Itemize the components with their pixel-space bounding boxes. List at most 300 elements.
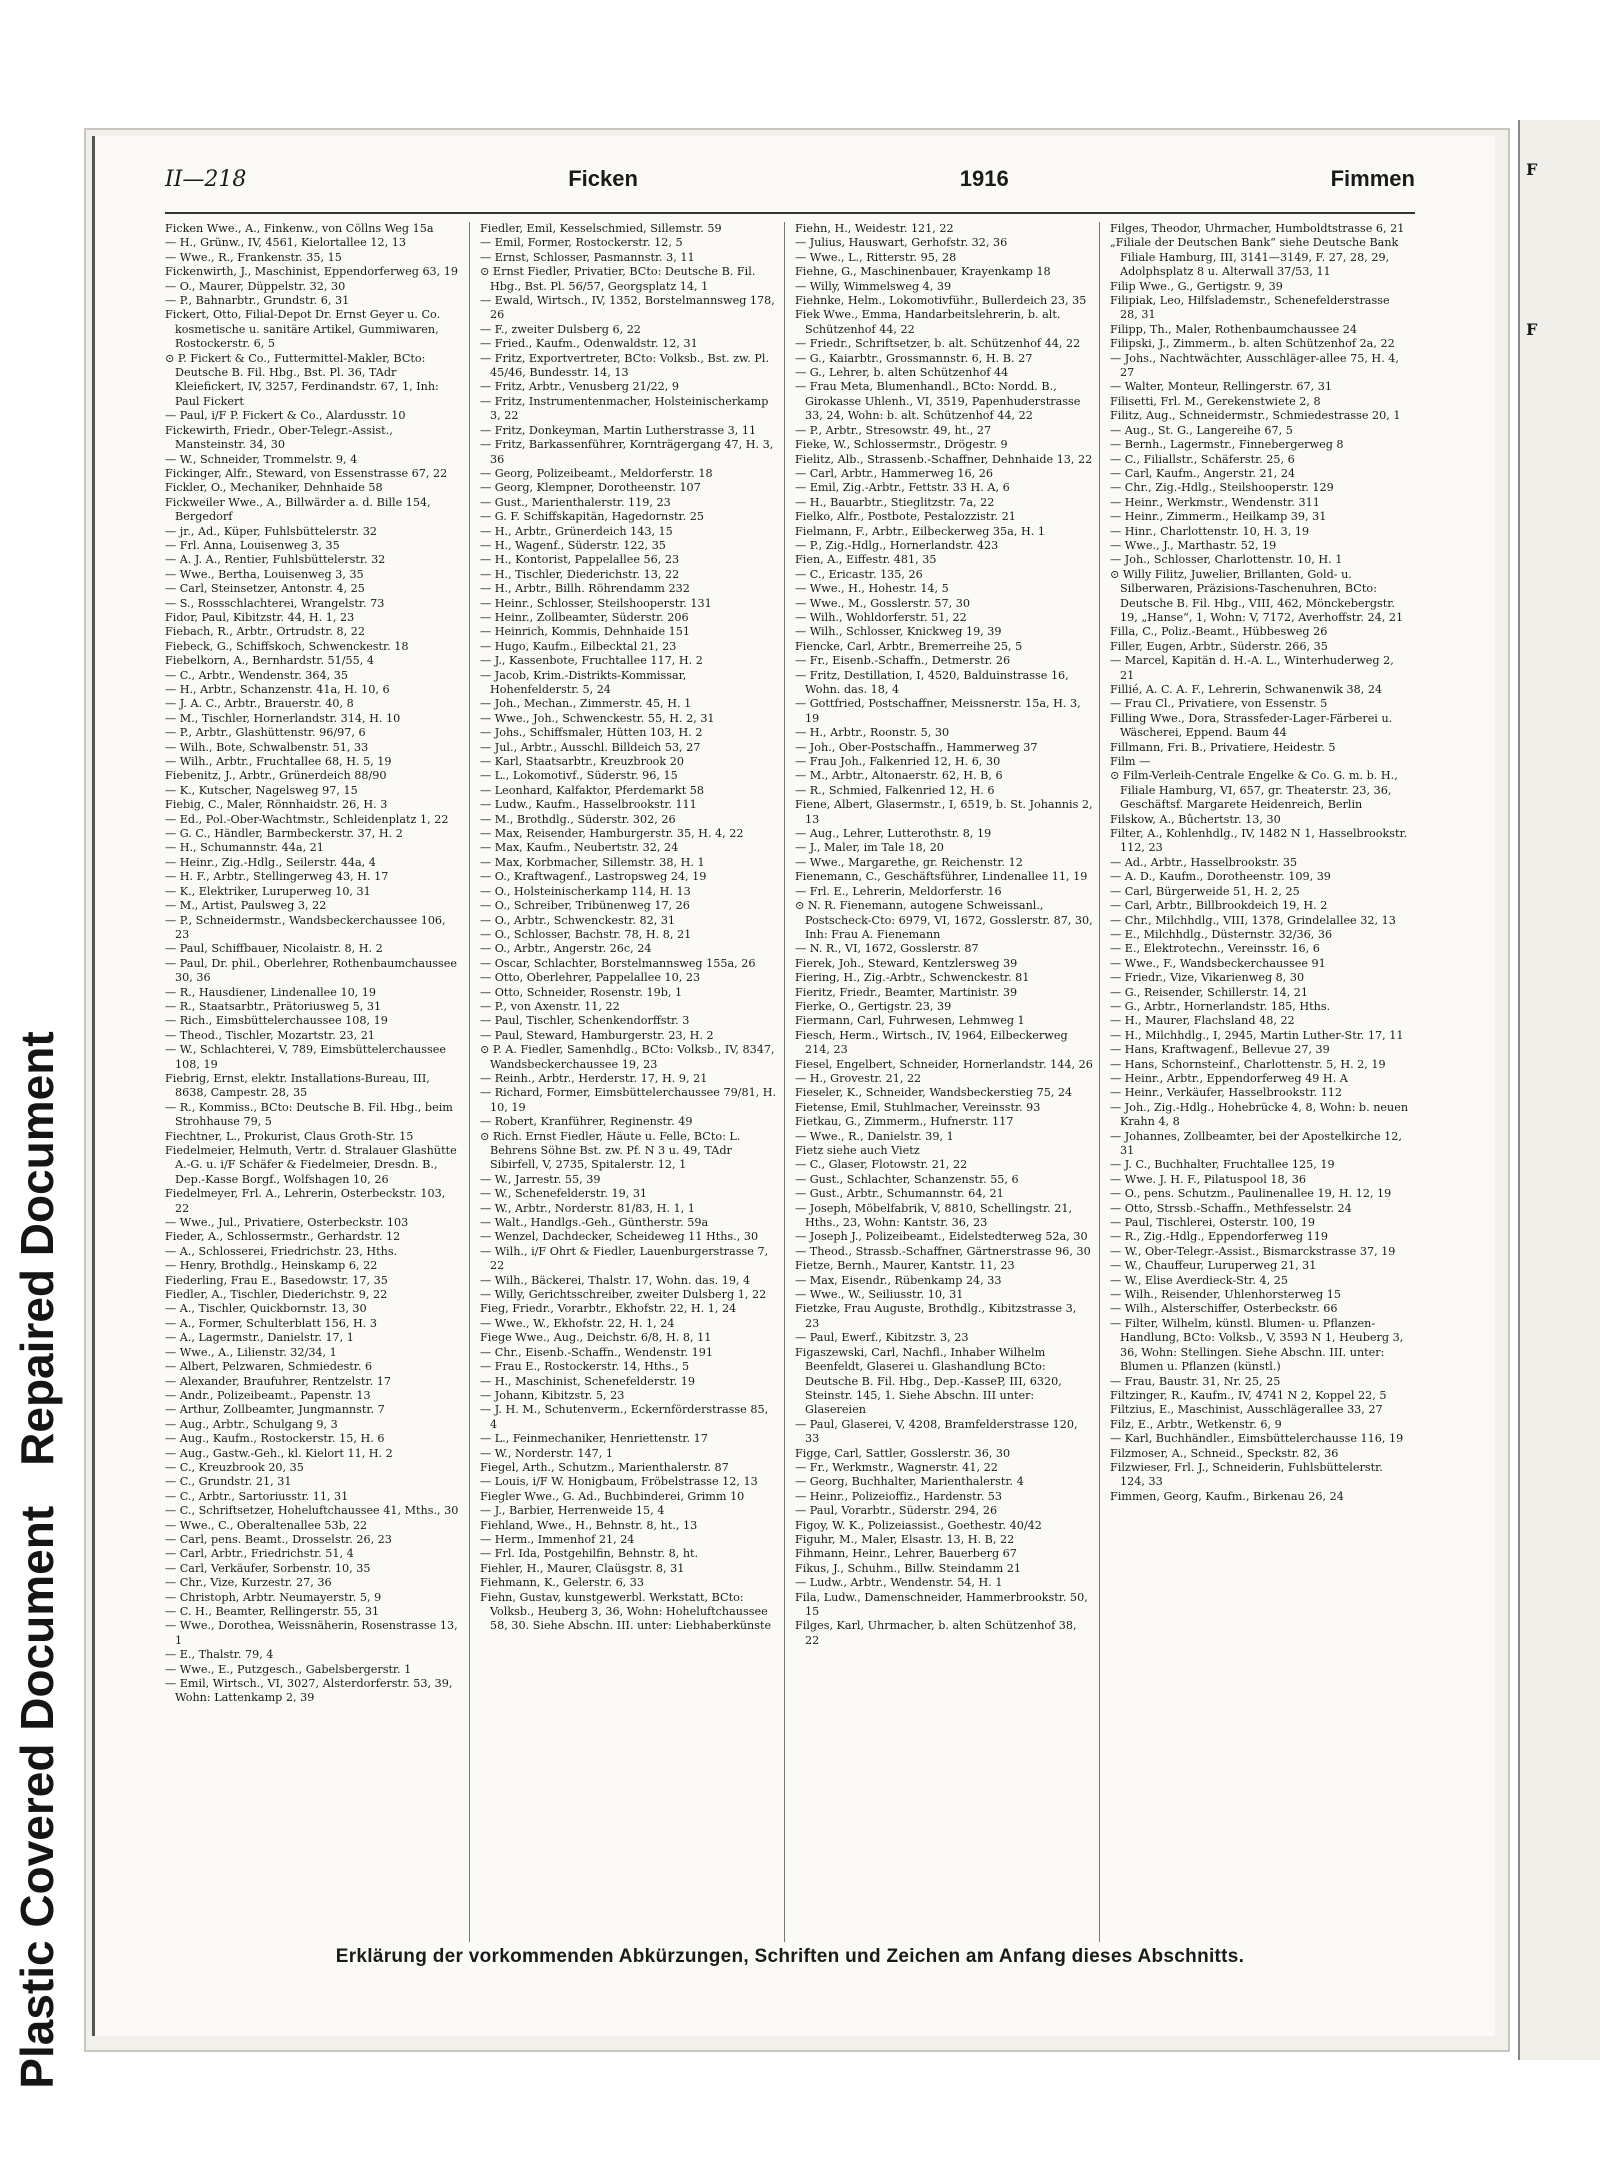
directory-entry: Filitz, Aug., Schneidermstr., Schmiedestrasse 20, 1 xyxy=(1110,409,1401,423)
directory-entry: — O., pens. Schutzm., Paulinenallee 19, H. 12, 19 xyxy=(1110,1187,1392,1201)
directory-entry: — Fritz, Exportvertreter, BCto: Volksb., Bst. zw. Pl. 45/46, Bundesstr. 14, 13 xyxy=(480,351,769,380)
directory-entry: — C., Schriftsetzer, Hoheluftchaussee 41, Mths., 30 xyxy=(165,1504,459,1518)
directory-entry: — Wilh., Arbtr., Fruchtallee 68, H. 5, 19 xyxy=(165,755,392,769)
column-3 xyxy=(795,222,1100,1942)
directory-entry: — Wwe., R., Frankenstr. 35, 15 xyxy=(165,250,342,264)
column-1 xyxy=(165,222,470,1942)
header-year: 1916 xyxy=(959,166,1009,191)
directory-entry: — C., Filiallstr., Schäferstr. 25, 6 xyxy=(1110,452,1295,466)
directory-entry: — G., Arbtr., Hornerlandstr. 185, Hths. xyxy=(1110,999,1331,1013)
directory-entry: Fiesch, Herm., Wirtsch., IV, 1964, Eilbeckerweg 214, 23 xyxy=(795,1028,1068,1057)
directory-entry: — Frl. E., Lehrerin, Meldorferstr. 16 xyxy=(795,884,1002,898)
directory-entry: Fien, A., Eiffestr. 481, 35 xyxy=(795,553,937,567)
directory-entry: — Johs., Schiffsmaler, Hütten 103, H. 2 xyxy=(480,726,703,740)
directory-entry: — Albert, Pelzwaren, Schmiedestr. 6 xyxy=(165,1360,373,1374)
directory-entry: — Jacob, Krim.-Distrikts-Kommissar, Hohenfelderstr. 5, 24 xyxy=(480,668,687,696)
directory-entry: ⊙ P. Fickert & Co., Futtermittel-Makler, BCto: Deutsche B. Fil. Hbg., Bst. Pl. 36, TAdr Kleiefickert, IV, 3257, Ferdinandstr. 67, 1, Inh: Paul Fickert xyxy=(165,351,439,408)
directory-entry: — J. H. M., Schutenverm., Eckernförderstrasse 85, 4 xyxy=(480,1403,769,1431)
directory-entry: — H., Maschinist, Schenefelderstr. 19 xyxy=(480,1374,695,1388)
directory-entry: — Heinr., Zollbeamter, Süderstr. 206 xyxy=(480,610,689,624)
directory-entry: Fieke, W., Schlossermstr., Drögestr. 9 xyxy=(795,438,1008,452)
directory-entry: — Max, Kaufm., Neubertstr. 32, 24 xyxy=(480,841,679,855)
side-label-right: Repaired Document xyxy=(11,1031,63,1466)
directory-entry: — A., Schlosserei, Friedrichstr. 23, Hths. xyxy=(165,1244,398,1258)
directory-entry: Filges, Karl, Uhrmacher, b. alten Schützenhof 38, 22 xyxy=(795,1619,1077,1647)
directory-entry: Fickweiler Wwe., A., Billwärder a. d. Bille 154, Bergedorf xyxy=(165,495,431,524)
edge-letter: F xyxy=(1526,320,1538,339)
directory-entry: — Hans, Schornsteinf., Charlottenstr. 5, H. 2, 19 xyxy=(1110,1057,1386,1071)
directory-entry: Fieritz, Friedr., Beamter, Martinistr. 39 xyxy=(795,985,1018,999)
directory-entry: — Oscar, Schlachter, Borstelmannsweg 155a, 26 xyxy=(480,956,756,970)
directory-entry: — Wwe., Margarethe, gr. Reichenstr. 12 xyxy=(795,855,1023,869)
directory-entry: — K., Kutscher, Nagelsweg 97, 15 xyxy=(165,783,358,797)
directory-entry: — Wwe., L., Ritterstr. 95, 28 xyxy=(795,250,957,264)
directory-entry: — Heinr., Arbtr., Eppendorferweg 49 H. A xyxy=(1110,1071,1348,1085)
directory-entry: — Emil, Former, Rostockerstr. 12, 5 xyxy=(480,236,683,250)
directory-entry: — Paul, Glaserei, V, 4208, Bramfelderstrasse 120, 33 xyxy=(795,1417,1078,1446)
directory-entry: — Georg, Polizeibeamt., Meldorferstr. 18 xyxy=(480,466,713,480)
directory-entry: — Fritz, Donkeyman, Martin Lutherstrasse 3, 11 xyxy=(480,423,757,437)
directory-entry: — H., Arbtr., Schanzenstr. 41a, H. 10, 6 xyxy=(165,683,390,696)
directory-entry: Fiehne, G., Maschinenbauer, Krayenkamp 18 xyxy=(795,265,1051,279)
directory-entry: — Carl, Arbtr., Friedrichstr. 51, 4 xyxy=(165,1547,354,1561)
directory-entry: — C., Glaser, Flotowstr. 21, 22 xyxy=(795,1158,968,1172)
directory-entry: — Ludw., Arbtr., Wendenstr. 54, H. 1 xyxy=(795,1576,1003,1590)
directory-entry: Fickewirth, Friedr., Ober-Telegr.-Assist., Mansteinstr. 34, 30 xyxy=(165,423,393,452)
directory-entry: — Joh., Mechan., Zimmerstr. 45, H. 1 xyxy=(480,697,692,711)
directory-entry: — P., Arbtr., Stresowstr. 49, ht., 27 xyxy=(795,423,992,437)
directory-entry: — Joh., Ober-Postschaffn., Hammerweg 37 xyxy=(795,740,1038,754)
directory-entry: — Louis, i/F W. Honigbaum, Fröbelstrasse 12, 13 xyxy=(480,1475,758,1489)
directory-entry: — Wwe., C., Oberaltenallee 53b, 22 xyxy=(165,1518,368,1532)
directory-entry: — Heinr., Werkmstr., Wendenstr. 311 xyxy=(1110,495,1320,509)
directory-entry: — Paul, Vorarbtr., Süderstr. 294, 26 xyxy=(795,1504,998,1518)
directory-entry: Fiebach, R., Arbtr., Ortrudstr. 8, 22 xyxy=(165,625,366,639)
directory-entry: — Robert, Kranführer, Reginenstr. 49 xyxy=(480,1115,693,1129)
directory-entry: — Wwe., H., Hohestr. 14, 5 xyxy=(795,582,949,596)
directory-entry: Fiege Wwe., Aug., Deichstr. 6/8, H. 8, 11 xyxy=(480,1331,712,1345)
directory-entry: — C. H., Beamter, Rellingerstr. 55, 31 xyxy=(165,1605,380,1618)
directory-entry: — Chr., Milchhdlg., VIII, 1378, Grindelallee 32, 13 xyxy=(1110,913,1396,927)
directory-entry: Fickert, Otto, Filial-Depot Dr. Ernst Geyer u. Co. kosmetische u. sanitäre Artikel, Gummiwaren, Rostockerstr. 6, 5 xyxy=(165,308,441,351)
directory-entry: — Wwe., W., Ekhofstr. 22, H. 1, 24 xyxy=(480,1316,675,1330)
directory-entry: Filter, A., Kohlenhdlg., IV, 1482 N 1, Hasselbrookstr. 112, 23 xyxy=(1110,827,1408,855)
directory-entry: — H., Schumannstr. 44a, 21 xyxy=(165,841,324,855)
directory-entry: — Heinr., Zimmerm., Heilkamp 39, 31 xyxy=(1110,510,1327,524)
directory-entry: — S., Rossschlachterei, Wrangelstr. 73 xyxy=(165,596,385,610)
directory-entry: Fielmann, F., Arbtr., Eilbeckerweg 35a, H. 1 xyxy=(795,524,1045,538)
directory-entry: ⊙ Rich. Ernst Fiedler, Häute u. Felle, BCto: L. Behrens Söhne Bst. zw. Pf. N 3 u. 49, TAdr Sibirfell, V, 2735, Spitalerstr. 12, 1 xyxy=(480,1129,741,1172)
directory-entry: — Johannes, Zollbeamter, bei der Apostelkirche 12, 31 xyxy=(1110,1129,1402,1157)
directory-entry: Filip Wwe., G., Gertigstr. 9, 39 xyxy=(1110,279,1283,293)
directory-entry: — Christoph, Arbtr. Neumayerstr. 5, 9 xyxy=(165,1590,382,1604)
directory-entry: — W., Chauffeur, Luruperweg 21, 31 xyxy=(1110,1259,1317,1273)
directory-entry: — Friedr., Vize, Vikarienweg 8, 30 xyxy=(1110,971,1305,985)
directory-entry: Fiesel, Engelbert, Schneider, Hornerlandstr. 144, 26 xyxy=(795,1057,1093,1071)
directory-entry: ⊙ P. A. Fiedler, Samenhdlg., BCto: Volksb., IV, 8347, Wandsbeckerchaussee 19, 23 xyxy=(480,1043,775,1071)
directory-entry: Fila, Ludw., Damenschneider, Hammerbrookstr. 50, 15 xyxy=(795,1590,1088,1618)
directory-entry: — Henry, Brothdlg., Heinskamp 6, 22 xyxy=(165,1259,378,1273)
directory-entry: Fietkau, G., Zimmerm., Hufnerstr. 117 xyxy=(795,1115,1014,1129)
directory-entry: — Richard, Former, Eimsbüttelerchaussee 79/81, H. 10, 19 xyxy=(480,1086,777,1114)
directory-entry: — Hinr., Charlottenstr. 10, H. 3, 19 xyxy=(1110,524,1310,538)
directory-entry: Fiek Wwe., Emma, Handarbeitslehrerin, b. alt. Schützenhof 44, 22 xyxy=(795,308,1061,336)
directory-entry: Filskow, A., Bûchertstr. 13, 30 xyxy=(1110,812,1281,826)
directory-entry: — Wwe. J. H. F., Pilatuspool 18, 36 xyxy=(1110,1172,1306,1186)
directory-entry: — Fritz, Destillation, I, 4520, Balduinstrasse 16, Wohn. das. 18, 4 xyxy=(795,668,1069,696)
directory-entry: Fiermann, Carl, Fuhrwesen, Lehmweg 1 xyxy=(795,1014,1025,1028)
directory-entry: — P., Schneidermstr., Wandsbeckerchaussee 106, 23 xyxy=(165,913,446,941)
directory-entry: Fidor, Paul, Kibitzstr. 44, H. 1, 23 xyxy=(165,610,355,624)
directory-entry: — Wwe., M., Gosslerstr. 57, 30 xyxy=(795,596,970,610)
directory-entry: — R., Schmied, Falkenried 12, H. 6 xyxy=(795,783,995,797)
directory-entry: Ficken Wwe., A., Finkenw., von Cöllns Weg 15a xyxy=(165,222,434,235)
directory-entry: — Frau, Baustr. 31, Nr. 25, 25 xyxy=(1110,1374,1281,1388)
directory-entry: — G., Kaiarbtr., Grossmannstr. 6, H. B. 27 xyxy=(795,351,1033,365)
directory-entry: Fiehn, H., Weidestr. 121, 22 xyxy=(795,222,954,235)
directory-entry: — Wilh., Alsterschiffer, Osterbeckstr. 66 xyxy=(1110,1302,1338,1316)
directory-entry: — Gust., Schlachter, Schanzenstr. 55, 6 xyxy=(795,1172,1019,1186)
directory-entry: — Wwe., Bertha, Louisenweg 3, 35 xyxy=(165,567,364,581)
directory-entry: — J., Barbier, Herrenweide 15, 4 xyxy=(480,1504,665,1518)
directory-entry: Fielitz, Alb., Strassenb.-Schaffner, Dehnhaide 13, 22 xyxy=(795,452,1093,466)
directory-entry: — Wilh., Schlosser, Knickweg 19, 39 xyxy=(795,625,1002,639)
directory-entry: — Friedr., Schriftsetzer, b. alt. Schützenhof 44, 22 xyxy=(795,337,1081,351)
directory-entry: — W., Elise Averdieck-Str. 4, 25 xyxy=(1110,1273,1288,1287)
header-rule xyxy=(165,212,1415,214)
directory-entry: Filges, Theodor, Uhrmacher, Humboldtstrasse 6, 21 xyxy=(1110,222,1405,235)
directory-entry: Fiedler, A., Tischler, Diederichstr. 9, 22 xyxy=(165,1288,388,1302)
directory-entry: — G. C., Händler, Barmbeckerstr. 37, H. 2 xyxy=(165,827,403,841)
directory-entry: — Carl, Verkäufer, Sorbenstr. 10, 35 xyxy=(165,1561,371,1575)
directory-entry: — K., Elektriker, Luruperweg 10, 31 xyxy=(165,884,371,898)
directory-entry: — Reinh., Arbtr., Herderstr. 17, H. 9, 21 xyxy=(480,1071,708,1085)
directory-entry: — H., Arbtr., Grünerdeich 143, 15 xyxy=(480,524,673,538)
directory-entry: — Aug., St. G., Langereihe 67, 5 xyxy=(1110,423,1293,437)
directory-entry: — E., Elektrotechn., Vereinsstr. 16, 6 xyxy=(1110,942,1320,956)
directory-entry: — O., Schreiber, Tribünenweg 17, 26 xyxy=(480,899,690,913)
directory-entry: Fickenwirth, J., Maschinist, Eppendorferweg 63, 19 xyxy=(165,265,459,279)
directory-entry: ⊙ Willy Filitz, Juwelier, Brillanten, Gold- u. Silberwaren, Präzisions-Taschenuhren, BCto: Deutsche B. Fil. Hbg., VIII, 462, Mönckebergstr. 19, „Hanse“, 1, Wohn: V, 7172, Averhoffstr. 24, 21 xyxy=(1110,567,1404,624)
directory-entry: — P., Zig.-Hdlg., Hornerlandstr. 423 xyxy=(795,538,999,552)
directory-entry: — R., Kommiss., BCto: Deutsche B. Fil. Hbg., beim Strohhause 79, 5 xyxy=(165,1100,453,1129)
directory-entry: — Joseph J., Polizeibeamt., Eidelstedterweg 52a, 30 xyxy=(795,1230,1088,1244)
directory-entry: — M., Tischler, Hornerlandstr. 314, H. 10 xyxy=(165,711,401,725)
directory-entry: — Heinrich, Kommis, Dehnhaide 151 xyxy=(480,625,691,639)
abbreviation-footer: Erklärung der vorkommenden Abkürzungen, Schriften und Zeichen am Anfang dieses Abschnitts. xyxy=(335,1946,1245,1967)
directory-entry: Filisetti, Frl. M., Gerekenstwiete 2, 8 xyxy=(1110,394,1321,408)
directory-entry: — Marcel, Kapitän d. H.-A. L., Winterhuderweg 2, 21 xyxy=(1110,654,1394,682)
directory-entry: — A. J. A., Rentier, Fuhlsbüttelerstr. 32 xyxy=(165,553,386,567)
directory-entry: — R., Zig.-Hdlg., Eppendorferweg 119 xyxy=(1110,1230,1328,1244)
directory-entry: — Leonhard, Kalfaktor, Pferdemarkt 58 xyxy=(480,783,704,797)
directory-entry: — Chr., Eisenb.-Schaffn., Wendenstr. 191 xyxy=(480,1345,713,1359)
directory-entry: — C., Arbtr., Wendenstr. 364, 35 xyxy=(165,668,349,682)
directory-entry: — H., Bauarbtr., Stieglitzstr. 7a, 22 xyxy=(795,495,995,509)
directory-entry: — Theod., Tischler, Mozartstr. 23, 21 xyxy=(165,1028,375,1042)
directory-entry: Fickler, O., Mechaniker, Dehnhaide 58 xyxy=(165,481,383,495)
directory-entry: — Wenzel, Dachdecker, Scheideweg 11 Hths., 30 xyxy=(480,1230,759,1244)
directory-entry: — Paul, Steward, Hamburgerstr. 23, H. 2 xyxy=(480,1028,714,1042)
directory-entry: Fickinger, Alfr., Steward, von Essenstrasse 67, 22 xyxy=(165,466,448,480)
directory-entry: — Ad., Arbtr., Hasselbrookstr. 35 xyxy=(1110,855,1298,869)
directory-entry: Fiedler, Emil, Kesselschmied, Sillemstr. 59 xyxy=(480,222,722,235)
directory-entry: Fiegel, Arth., Schutzm., Marienthalerstr. 87 xyxy=(480,1460,729,1474)
directory-entry: Figoy, W. K., Polizeiassist., Goethestr. 40/42 xyxy=(795,1518,1042,1532)
directory-entry: Fiebenitz, J., Arbtr., Grünerdeich 88/90 xyxy=(165,769,387,783)
directory-entry: ⊙ Film-Verleih-Centrale Engelke & Co. G. m. b. H., Filiale Hamburg, VI, 657, gr. Theaterstr. 23, 36, Geschäftsf. Margarete Heidenreich, Berlin xyxy=(1110,769,1398,812)
directory-entry: — Filter, Wilhelm, künstl. Blumen- u. Pflanzen-Handlung, BCto: Volksb., V, 3593 N 1, Heuberg 3, 36, Wohn: Stellingen. Siehe Abschn. III. unter: Blumen u. Pflanzen (künstl.) xyxy=(1110,1316,1404,1374)
directory-entry: — Frl. Anna, Louisenweg 3, 35 xyxy=(165,538,340,552)
directory-entry: — Fr., Werkmstr., Wagnerstr. 41, 22 xyxy=(795,1460,998,1474)
directory-entry: Fierek, Joh., Steward, Kentzlersweg 39 xyxy=(795,956,1018,970)
directory-entry: — O., Schlosser, Bachstr. 78, H. 8, 21 xyxy=(480,927,692,941)
directory-entry: — Wwe., A., Lilienstr. 32/34, 1 xyxy=(165,1345,337,1359)
directory-entry: — Julius, Hauswart, Gerhofstr. 32, 36 xyxy=(795,236,1008,250)
directory-entry: — Carl, Arbtr., Billbrookdeich 19, H. 2 xyxy=(1110,899,1328,913)
directory-entry: Fierke, O., Gertigstr. 23, 39 xyxy=(795,999,952,1013)
directory-entry: — M., Arbtr., Altonaerstr. 62, H. B, 6 xyxy=(795,769,1003,783)
directory-entry: — H., Arbtr., Roonstr. 5, 30 xyxy=(795,726,950,740)
directory-entry: Filz, E., Arbtr., Wetkenstr. 6, 9 xyxy=(1110,1417,1282,1431)
directory-entry: — P., Arbtr., Glashüttenstr. 96/97, 6 xyxy=(165,726,366,740)
directory-entry: Fiechtner, L., Prokurist, Claus Groth-Str. 15 xyxy=(165,1129,414,1143)
column-4 xyxy=(1110,222,1415,1942)
page-header xyxy=(165,166,1415,206)
directory-entry: — J., Kassenbote, Fruchtallee 117, H. 2 xyxy=(480,654,703,668)
directory-entry: — R., Staatsarbtr., Prätoriusweg 5, 31 xyxy=(165,999,382,1013)
directory-entry: — Herm., Immenhof 21, 24 xyxy=(480,1532,635,1546)
directory-entry: Fiegler Wwe., G. Ad., Buchbinderei, Grimm 10 xyxy=(480,1489,745,1503)
directory-entry: — Heinr., Polizeioffiz., Hardenstr. 53 xyxy=(795,1489,1003,1503)
header-left-word: Ficken xyxy=(568,166,638,191)
directory-entry: — W., Ober-Telegr.-Assist., Bismarckstrasse 37, 19 xyxy=(1110,1244,1396,1258)
directory-entry: Fiebelkorn, A., Bernhardstr. 51/55, 4 xyxy=(165,654,374,668)
directory-entry: — Frau E., Rostockerstr. 14, Hths., 5 xyxy=(480,1360,690,1374)
directory-entry: — Walter, Monteur, Rellingerstr. 67, 31 xyxy=(1110,380,1332,394)
directory-entry: — H., Tischler, Diederichstr. 13, 22 xyxy=(480,567,680,581)
directory-entry: — Frl. Ida, Postgehilfin, Behnstr. 8, ht. xyxy=(480,1547,699,1561)
directory-entry: Fienemann, C., Geschäftsführer, Lindenallee 11, 19 xyxy=(795,870,1088,884)
directory-entry: — Aug., Arbtr., Schulgang 9, 3 xyxy=(165,1417,338,1431)
directory-entry: — Max, Eisendr., Rübenkamp 24, 33 xyxy=(795,1273,1002,1287)
directory-entry: — Johs., Nachtwächter, Ausschläger-allee 75, H. 4, 27 xyxy=(1110,351,1399,380)
directory-entry: — J. C., Buchhalter, Fruchtallee 125, 19 xyxy=(1110,1158,1335,1172)
directory-entry: — A. D., Kaufm., Dorotheenstr. 109, 39 xyxy=(1110,870,1331,884)
directory-entry: Fietzke, Frau Auguste, Brothdlg., Kibitzstrasse 3, 23 xyxy=(795,1302,1077,1330)
directory-entry: — Joh., Zig.-Hdlg., Hohebrücke 4, 8, Wohn: b. neuen Krahn 4, 8 xyxy=(1110,1100,1409,1129)
directory-entry: — Heinr., Verkäufer, Hasselbrookstr. 112 xyxy=(1110,1086,1343,1100)
directory-entry: — Jul., Arbtr., Ausschl. Billdeich 53, 27 xyxy=(480,740,701,754)
directory-entry: Fillmann, Fri. B., Privatiere, Heidestr. 5 xyxy=(1110,740,1336,754)
directory-entry: Fiebrig, Ernst, elektr. Installations-Bureau, III, 8638, Campestr. 28, 35 xyxy=(165,1071,430,1100)
directory-entry: — H. F., Arbtr., Stellingerweg 43, H. 17 xyxy=(165,870,389,884)
directory-entry: — G. F. Schiffskapitän, Hagedornstr. 25 xyxy=(480,510,704,524)
directory-entry: Fietze, Bernh., Maurer, Kantstr. 11, 23 xyxy=(795,1259,1015,1273)
directory-entry: — E., Thalstr. 79, 4 xyxy=(165,1648,274,1662)
directory-entry: — Ed., Pol.-Ober-Wachtmstr., Schleidenplatz 1, 22 xyxy=(165,812,449,826)
directory-entry: — Gust., Arbtr., Schumannstr. 64, 21 xyxy=(795,1187,1004,1201)
directory-entry: Filzwieser, Frl. J., Schneiderin, Fuhlsbüttelerstr. 124, 33 xyxy=(1110,1460,1383,1489)
directory-entry: — W., Schlachterei, V, 789, Eimsbüttelerchaussee 108, 19 xyxy=(165,1043,446,1071)
directory-entry: Film — xyxy=(1110,755,1151,769)
directory-entry: — O., Maurer, Düppelstr. 32, 30 xyxy=(165,279,346,293)
directory-entry: — Wwe., Joh., Schwenckestr. 55, H. 2, 31 xyxy=(480,711,715,725)
directory-entry: — G., Lehrer, b. alten Schützenhof 44 xyxy=(795,366,1009,380)
directory-entry: — H., Arbtr., Billh. Röhrendamm 232 xyxy=(480,582,690,596)
directory-entry: Fikus, J., Schuhm., Billw. Steindamm 21 xyxy=(795,1561,1022,1575)
directory-entry: — L., Feinmechaniker, Henriettenstr. 17 xyxy=(480,1432,708,1446)
directory-entry: — Carl, Arbtr., Hammerweg 16, 26 xyxy=(795,466,993,480)
directory-entry: — Willy, Wimmelsweg 4, 39 xyxy=(795,279,952,293)
directory-entry: — Wwe., Jul., Privatiere, Osterbeckstr. 103 xyxy=(165,1216,409,1230)
directory-entry: — Chr., Zig.-Hdlg., Steilshooperstr. 129 xyxy=(1110,481,1334,495)
directory-entry: — C., Kreuzbrook 20, 35 xyxy=(165,1460,304,1474)
side-label-left: Plastic Covered Document xyxy=(11,1505,63,2089)
directory-entry: — Wwe., J., Marthastr. 52, 19 xyxy=(1110,538,1277,552)
directory-entry: — Carl, Bürgerweide 51, H. 2, 25 xyxy=(1110,884,1300,898)
directory-entry: — W., Arbtr., Norderstr. 81/83, H. 1, 1 xyxy=(480,1201,695,1215)
directory-entry: — Hans, Kraftwagenf., Bellevue 27, 39 xyxy=(1110,1043,1330,1057)
directory-entry: Fieg, Friedr., Vorarbtr., Ekhofstr. 22, H. 1, 24 xyxy=(480,1302,737,1316)
directory-entry: — Rich., Eimsbüttelerchaussee 108, 19 xyxy=(165,1014,388,1028)
directory-entry: — H., Milchhdlg., I, 2945, Martin Luther-Str. 17, 11 xyxy=(1110,1028,1404,1042)
directory-entry: — Max, Reisender, Hamburgerstr. 35, H. 4, 22 xyxy=(480,827,744,841)
directory-entry: — N. R., VI, 1672, Gosslerstr. 87 xyxy=(795,942,979,956)
directory-entry: — Wilh., Wohldorferstr. 51, 22 xyxy=(795,610,967,624)
directory-entry: Filipski, J., Zimmerm., b. alten Schützenhof 2a, 22 xyxy=(1110,337,1395,351)
directory-entry: — M., Artist, Paulsweg 3, 22 xyxy=(165,899,327,913)
directory-entry: — M., Brothdlg., Süderstr. 302, 26 xyxy=(480,812,676,826)
directory-entry: — Ludw., Kaufm., Hasselbrookstr. 111 xyxy=(480,798,697,812)
directory-entry: Fiehler, H., Maurer, Claüsgstr. 8, 31 xyxy=(480,1561,685,1575)
directory-entry: Fiedelmeier, Helmuth, Vertr. d. Stralauer Glashütte A.-G. u. i/F Schäfer & Fiedelmeier, Dresdn. B., Dep.-Kasse Borgf., Wolfshagen 10, 26 xyxy=(165,1144,457,1186)
directory-entry: — Andr., Polizeibeamt., Papenstr. 13 xyxy=(165,1388,371,1402)
directory-entry: — Johann, Kibitzstr. 5, 23 xyxy=(480,1388,625,1402)
directory-entry: Filla, C., Poliz.-Beamt., Hübbesweg 26 xyxy=(1110,625,1328,639)
directory-entry: — C., Grundstr. 21, 31 xyxy=(165,1475,292,1489)
directory-entry: — A., Lagermstr., Danielstr. 17, 1 xyxy=(165,1331,354,1345)
directory-entry: — C., Arbtr., Sartoriusstr. 11, 31 xyxy=(165,1489,349,1503)
directory-entry: — H., Grovestr. 21, 22 xyxy=(795,1071,922,1085)
directory-entry: — Arthur, Zollbeamter, Jungmannstr. 7 xyxy=(165,1403,385,1417)
directory-entry: Fieseler, K., Schneider, Wandsbeckerstieg 75, 24 xyxy=(795,1086,1073,1100)
directory-entry: Figuhr, M., Maler, Elsastr. 13, H. B, 22 xyxy=(795,1532,1015,1546)
directory-entry: — Joseph, Möbelfabrik, V, 8810, Schellingstr. 21, Hths., 23, Wohn: Kantstr. 36, 23 xyxy=(795,1201,1073,1230)
directory-entry: — Carl, Kaufm., Angerstr. 21, 24 xyxy=(1110,466,1296,480)
directory-entry: „Filiale der Deutschen Bank“ siehe Deutsche Bank Filiale Hamburg, III, 3141—3149, F. 27, 28, 29, Adolphsplatz 8 u. Alterwall 37/53, 11 xyxy=(1110,236,1399,279)
directory-entry: — Gottfried, Postschaffner, Meissnerstr. 15a, H. 3, 19 xyxy=(795,697,1081,725)
directory-entry: — Paul, Ewerf., Kibitzstr. 3, 23 xyxy=(795,1331,969,1345)
directory-entry: — Aug., Gastw.-Geh., kl. Kielort 11, H. 2 xyxy=(165,1446,393,1460)
directory-entry: Fiehmann, K., Gelerstr. 6, 33 xyxy=(480,1576,645,1590)
directory-entry: Fiederling, Frau E., Basedowstr. 17, 35 xyxy=(165,1273,388,1287)
directory-entry: Fiencke, Carl, Arbtr., Bremerreihe 25, 5 xyxy=(795,639,1023,653)
directory-entry: Fiedelmeyer, Frl. A., Lehrerin, Osterbeckstr. 103, 22 xyxy=(165,1187,446,1215)
header-right-word: Fimmen xyxy=(1330,166,1415,191)
directory-entry: — L., Lokomotivf., Süderstr. 96, 15 xyxy=(480,769,678,783)
directory-entry: — Fritz, Arbtr., Venusberg 21/22, 9 xyxy=(480,380,679,394)
directory-entry: Fiene, Albert, Glasermstr., I, 6519, b. St. Johannis 2, 13 xyxy=(795,798,1093,826)
directory-entry: — Wilh., Bäckerei, Thalstr. 17, Wohn. das. 19, 4 xyxy=(480,1273,751,1287)
directory-entry: Fietense, Emil, Stuhlmacher, Vereinsstr. 93 xyxy=(795,1100,1041,1114)
directory-entry: — Georg, Buchhalter, Marienthalerstr. 4 xyxy=(795,1475,1024,1489)
directory-entry: — O., Arbtr., Schwenckestr. 82, 31 xyxy=(480,913,676,927)
directory-entry: ⊙ Ernst Fiedler, Privatier, BCto: Deutsche B. Fil. Hbg., Bst. Pl. 56/57, Georgsplatz 14, 1 xyxy=(480,265,756,293)
directory-entry: — Chr., Vize, Kurzestr. 27, 36 xyxy=(165,1576,332,1590)
directory-entry: — J. A. C., Arbtr., Brauerstr. 40, 8 xyxy=(165,697,354,711)
directory-entry: — G., Reisender, Schillerstr. 14, 21 xyxy=(1110,985,1309,999)
directory-entry: — Carl, Steinsetzer, Antonstr. 4, 25 xyxy=(165,582,365,596)
directory-entry: — A., Former, Schulterblatt 156, H. 3 xyxy=(165,1316,377,1330)
page-number: II—218 xyxy=(165,167,247,192)
entry-columns xyxy=(165,222,1415,1942)
directory-entry: — Frau Joh., Falkenried 12, H. 6, 30 xyxy=(795,755,1001,769)
directory-entry: — Otto, Schneider, Rosenstr. 19b, 1 xyxy=(480,985,683,999)
directory-entry: Figge, Carl, Sattler, Gosslerstr. 36, 30 xyxy=(795,1446,1011,1460)
directory-entry: — W., Schneider, Trommelstr. 9, 4 xyxy=(165,452,358,466)
directory-entry: — Wilh., Reisender, Uhlenhorsterweg 15 xyxy=(1110,1288,1341,1302)
directory-entry: — C., Ericastr. 135, 26 xyxy=(795,567,923,581)
directory-entry: Fillié, A. C. A. F., Lehrerin, Schwanenwik 38, 24 xyxy=(1110,683,1383,696)
directory-entry: ⊙ N. R. Fienemann, autogene Schweissanl., Postscheck-Cto: 6979, VI, 1672, Gosslerstr. 87, 30, Inh: Frau A. Fienemann xyxy=(795,899,1093,941)
directory-entry: — E., Milchhdlg., Düsternstr. 32/36, 36 xyxy=(1110,927,1333,941)
directory-entry: Fiehland, Wwe., H., Behnstr. 8, ht., 13 xyxy=(480,1518,698,1532)
directory-entry: — Fr., Eisenb.-Schaffn., Detmerstr. 26 xyxy=(795,654,1011,668)
directory-entry: — Gust., Marienthalerstr. 119, 23 xyxy=(480,495,671,509)
directory-entry: Fietz siehe auch Vietz xyxy=(795,1144,920,1157)
directory-entry: — Karl, Buchhändler., Eimsbüttelerchausse 116, 19 xyxy=(1110,1432,1404,1446)
directory-entry: — Aug., Kaufm., Rostockerstr. 15, H. 6 xyxy=(165,1432,385,1446)
directory-entry: — Karl, Staatsarbtr., Kreuzbrook 20 xyxy=(480,755,684,769)
directory-entry: Fiebeck, G., Schiffskoch, Schwenckestr. 18 xyxy=(165,639,409,653)
directory-entry: — Hugo, Kaufm., Eilbecktal 21, 23 xyxy=(480,639,677,653)
directory-entry: — Joh., Schlosser, Charlottenstr. 10, H. 1 xyxy=(1110,553,1343,567)
directory-entry: — Paul, Tischlerei, Osterstr. 100, 19 xyxy=(1110,1216,1315,1230)
directory-page xyxy=(92,136,1495,2036)
directory-entry: — Frau Meta, Blumenhandl., BCto: Nordd. B., Girokasse Uhlenh., VI, 3519, Papenhuderstrasse 33, 24, Wohn: b. alt. Schützenhof 44, 22 xyxy=(795,380,1081,423)
directory-entry: — Bernh., Lagermstr., Finnebergerweg 8 xyxy=(1110,438,1344,452)
directory-entry: — Paul, i/F P. Fickert & Co., Alardusstr. 10 xyxy=(165,409,406,423)
directory-entry: — Fritz, Instrumentenmacher, Holsteinischerkamp 3, 22 xyxy=(480,394,769,423)
directory-entry: — Wwe., F., Wandsbeckerchaussee 91 xyxy=(1110,956,1326,970)
directory-entry: — Theod., Strassb.-Schaffner, Gärtnerstrasse 96, 30 xyxy=(795,1244,1091,1258)
directory-entry: Filipp, Th., Maler, Rothenbaumchaussee 24 xyxy=(1110,322,1358,336)
directory-entry: Fihmann, Heinr., Lehrer, Bauerberg 67 xyxy=(795,1547,1017,1561)
directory-entry: — Max, Korbmacher, Sillemstr. 38, H. 1 xyxy=(480,855,705,869)
directory-entry: — Willy, Gerichtsschreiber, zweiter Dulsberg 1, 22 xyxy=(480,1288,767,1302)
directory-entry: — Wilh., Bote, Schwalbenstr. 51, 33 xyxy=(165,740,369,754)
directory-entry: — O., Holsteinischerkamp 114, H. 13 xyxy=(480,884,691,898)
directory-entry: — W., Norderstr. 147, 1 xyxy=(480,1446,614,1460)
directory-entry: Filzmoser, A., Schneid., Speckstr. 82, 36 xyxy=(1110,1446,1339,1460)
directory-entry: — Paul, Tischler, Schenkendorffstr. 3 xyxy=(480,1014,690,1028)
directory-entry: — Heinr., Schlosser, Steilshooperstr. 131 xyxy=(480,596,712,610)
directory-entry: — O., Arbtr., Angerstr. 26c, 24 xyxy=(480,942,652,956)
directory-entry: Filipiak, Leo, Hilfslademstr., Schenefelderstrasse 28, 31 xyxy=(1110,294,1390,322)
directory-entry: Fiehnke, Helm., Lokomotivführ., Bullerdeich 23, 35 xyxy=(795,294,1087,308)
directory-entry: — Fried., Kaufm., Odenwaldstr. 12, 31 xyxy=(480,337,698,351)
directory-entry: — Aug., Lehrer, Lutterothstr. 8, 19 xyxy=(795,827,992,841)
directory-entry: — Ewald, Wirtsch., IV, 1352, Borstelmannsweg 178, 26 xyxy=(480,294,775,322)
directory-entry: Filtzius, E., Maschinist, Ausschlägerallee 33, 27 xyxy=(1110,1403,1383,1417)
directory-entry: — Heinr., Zig.-Hdlg., Seilerstr. 44a, 4 xyxy=(165,855,376,869)
directory-entry: — Fritz, Barkassenführer, Kornträgergang 47, H. 3, 36 xyxy=(480,438,774,466)
directory-entry: — H., Wagenf., Süderstr. 122, 35 xyxy=(480,538,666,552)
directory-entry: — Emil, Zig.-Arbtr., Fettstr. 33 H. A, 6 xyxy=(795,481,1010,495)
directory-entry: — Ernst, Schlosser, Pasmannstr. 3, 11 xyxy=(480,250,695,264)
edge-letter: F xyxy=(1526,160,1538,179)
